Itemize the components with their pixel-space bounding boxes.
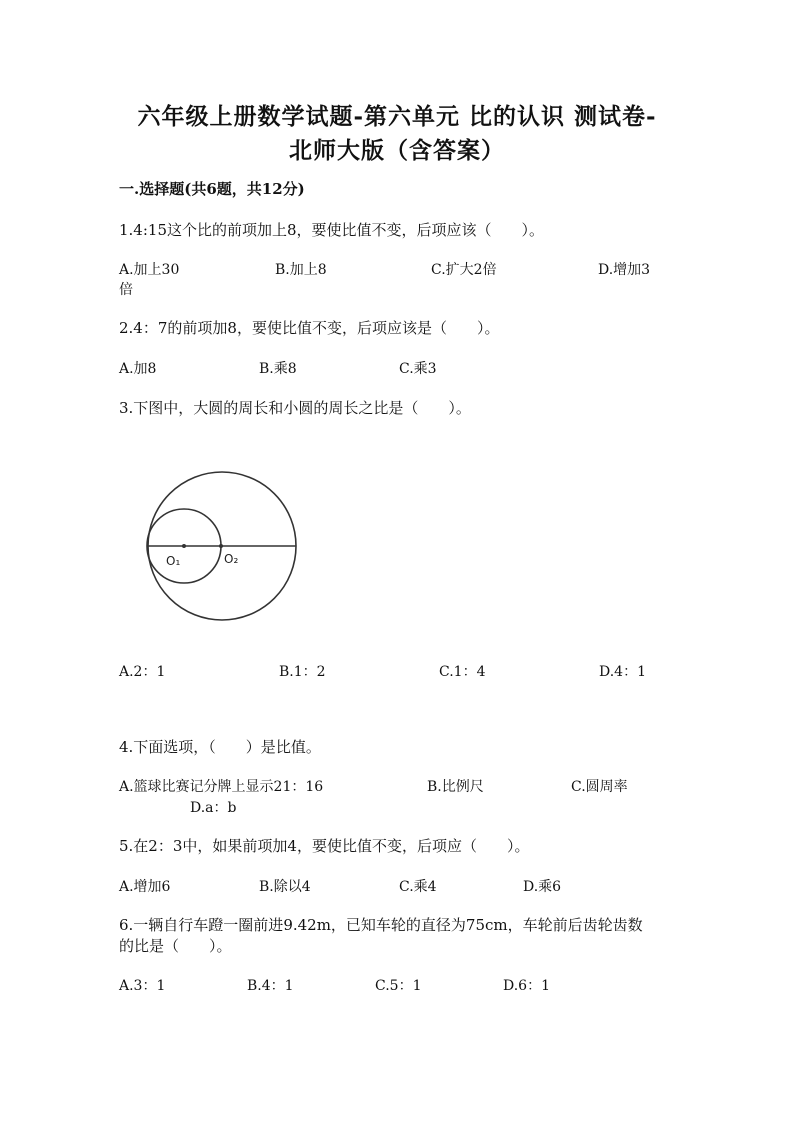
question-2-option-a: A.加8 [119, 361, 157, 377]
question-3-option-d: D.4：1 [599, 664, 646, 680]
label-o1: O₁ [166, 554, 181, 568]
question-1-option-b: B.加上8 [275, 262, 327, 278]
section-heading: 一.选择题(共6题，共12分) [119, 180, 305, 198]
title-line-1: 六年级上册数学试题-第六单元 比的认识 测试卷- [137, 103, 657, 130]
question-5-option-c: C.乘4 [399, 879, 437, 895]
question-5-stem: 5.在2：3中，如果前项加4，要使比值不变，后项应（ ）。 [119, 837, 530, 855]
question-6-stem-line-2: 的比是（ ）。 [119, 937, 232, 955]
question-6-stem-line-1: 6.一辆自行车蹬一圈前进9.42m，已知车轮的直径为75cm，车轮前后齿轮齿数 [119, 916, 643, 934]
question-2-option-b: B.乘8 [259, 361, 297, 377]
question-5-option-a: A.增加6 [119, 879, 171, 895]
question-3-option-a: A.2：1 [119, 664, 166, 680]
title-line-2: 北师大版（含答案） [289, 137, 505, 164]
question-4-option-c: C.圆周率 [571, 779, 628, 795]
question-1-option-d-wrap: 倍 [119, 282, 133, 298]
question-6-option-b: B.4：1 [247, 978, 294, 994]
question-3-option-c: C.1：4 [439, 664, 486, 680]
question-4-option-d: D.a：b [190, 800, 237, 816]
question-6-option-d: D.6：1 [503, 978, 550, 994]
question-6-option-a: A.3：1 [119, 978, 166, 994]
question-4-stem: 4.下面选项，（ ）是比值。 [119, 738, 321, 756]
center-o2-dot [219, 544, 223, 548]
question-1-stem: 1.4:15这个比的前项加上8，要使比值不变，后项应该（ ）。 [119, 221, 545, 239]
circles-figure [140, 470, 300, 630]
question-3-option-b: B.1：2 [279, 664, 326, 680]
question-5-option-d: D.乘6 [523, 879, 562, 895]
question-2-option-c: C.乘3 [399, 361, 437, 377]
question-1-option-c: C.扩大2倍 [431, 262, 497, 278]
question-4-option-b: B.比例尺 [427, 779, 484, 795]
question-5-option-b: B.除以4 [259, 879, 311, 895]
question-3-stem: 3.下图中，大圆的周长和小圆的周长之比是（ ）。 [119, 399, 471, 417]
label-o2: O₂ [224, 552, 239, 566]
question-1-option-a: A.加上30 [119, 262, 180, 278]
question-4-option-a: A.篮球比赛记分牌上显示21：16 [119, 779, 324, 795]
question-2-stem: 2.4：7的前项加8，要使比值不变，后项应该是（ ）。 [119, 319, 500, 337]
center-o1-dot [182, 544, 186, 548]
question-6-option-c: C.5：1 [375, 978, 422, 994]
question-1-option-d: D.增加3 [598, 262, 651, 278]
